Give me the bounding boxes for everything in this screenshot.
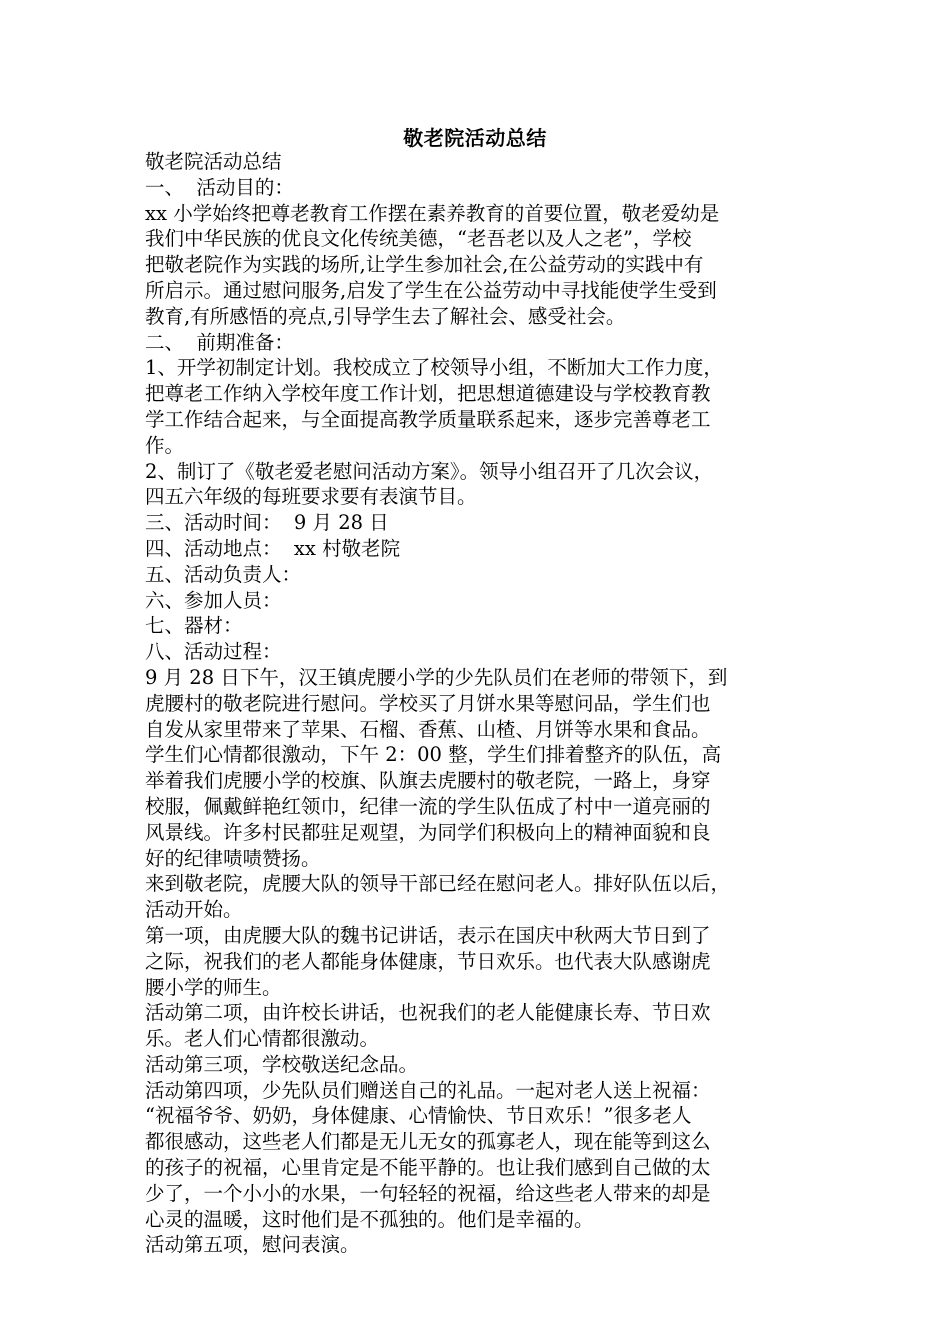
document-line: 活动第三项，学校敬送纪念品。 xyxy=(145,1052,419,1076)
document-line: 教育,有所感悟的亮点,引导学生去了解社会、感受社会。 xyxy=(145,304,626,328)
document-line: 活动第四项，少先队员们赠送自己的礼品。一起对老人送上祝福： xyxy=(145,1078,711,1102)
document-line: 都很感动，这些老人们都是无儿无女的孤寡老人，现在能等到这么 xyxy=(145,1130,711,1154)
document-line: 五、活动负责人： xyxy=(145,562,302,586)
document-line: 校服，佩戴鲜艳红领巾，纪律一流的学生队伍成了村中一道亮丽的 xyxy=(145,794,711,818)
document-line: 好的纪律啧啧赞扬。 xyxy=(145,846,321,870)
document-line: 六、参加人员： xyxy=(145,588,282,612)
document-title: 敬老院活动总结 xyxy=(403,126,547,150)
document-line: 活动第五项，慰问表演。 xyxy=(145,1233,360,1257)
document-line: 风景线。许多村民都驻足观望，为同学们积极向上的精神面貌和良 xyxy=(145,820,711,844)
document-line: 我们中华民族的优良文化传统美德，“老吾老以及人之老”，学校 xyxy=(145,227,692,251)
document-line: 二、 前期准备： xyxy=(145,330,294,354)
document-line: 腰小学的师生。 xyxy=(145,975,282,999)
document-line: 七、器材： xyxy=(145,614,243,638)
document-line: 作。 xyxy=(145,433,185,457)
document-line: 敬老院活动总结 xyxy=(145,150,282,173)
document-line: 四、活动地点： xx 村敬老院 xyxy=(145,536,401,560)
document-line: 活动第二项，由许校长讲话，也祝我们的老人能健康长寿、节日欢 xyxy=(145,1001,711,1025)
document-line: 学工作结合起来，与全面提高教学质量联系起来，逐步完善尊老工 xyxy=(145,407,711,431)
document-line: 心灵的温暖，这时他们是不孤独的。他们是幸福的。 xyxy=(145,1207,594,1231)
document-line: 9 月 28 日下午，汉王镇虎腰小学的少先队员们在老师的带领下，到 xyxy=(145,665,728,689)
document-line: 自发从家里带来了苹果、石榴、香蕉、山楂、月饼等水果和食品。 xyxy=(145,717,711,741)
document-line: 的孩子的祝福，心里肯定是不能平静的。也让我们感到自己做的太 xyxy=(145,1156,711,1180)
document-line: 举着我们虎腰小学的校旗、队旗去虎腰村的敬老院，一路上，身穿 xyxy=(145,769,711,793)
document-line: 活动开始。 xyxy=(145,898,243,922)
document-line: 少了，一个小小的水果，一句轻轻的祝福，给这些老人带来的却是 xyxy=(145,1181,711,1205)
document-line: xx 小学始终把尊老教育工作摆在素养教育的首要位置，敬老爱幼是 xyxy=(145,201,720,225)
document-body xyxy=(145,149,810,1258)
document-line: 虎腰村的敬老院进行慰问。学校买了月饼水果等慰问品，学生们也 xyxy=(145,691,711,715)
document-line: 一、 活动目的： xyxy=(145,175,294,199)
document-line: 第一项，由虎腰大队的魏书记讲话，表示在国庆中秋两大节日到了 xyxy=(145,923,711,947)
document-line: 把敬老院作为实践的场所,让学生参加社会,在公益劳动的实践中有 xyxy=(145,253,704,277)
document-line: 三、活动时间： 9 月 28 日 xyxy=(145,511,389,535)
document-line: 四五六年级的每班要求要有表演节目。 xyxy=(145,485,477,509)
document-line: 乐。老人们心情都很激动。 xyxy=(145,1027,380,1051)
document-line: “祝福爷爷、奶奶，身体健康、心情愉快、节日欢乐！”很多老人 xyxy=(145,1104,692,1128)
document-line: 学生们心情都很激动，下午 2：00 整，学生们排着整齐的队伍，高 xyxy=(145,743,722,767)
document-line: 所启示。通过慰问服务,启发了学生在公益劳动中寻找能使学生受到 xyxy=(145,278,717,302)
document-line: 来到敬老院，虎腰大队的领导干部已经在慰问老人。排好队伍以后， xyxy=(145,872,731,896)
document-line: 之际，祝我们的老人都能身体健康，节日欢乐。也代表大队感谢虎 xyxy=(145,949,711,973)
document-line: 把尊老工作纳入学校年度工作计划，把思想道德建设与学校教育教 xyxy=(145,382,711,406)
document-line: 八、活动过程： xyxy=(145,640,282,664)
document-line: 2、制订了《敬老爱老慰问活动方案》。领导小组召开了几次会议， xyxy=(145,459,714,483)
document-line: 1、开学初制定计划。我校成立了校领导小组，不断加大工作力度， xyxy=(145,356,723,380)
